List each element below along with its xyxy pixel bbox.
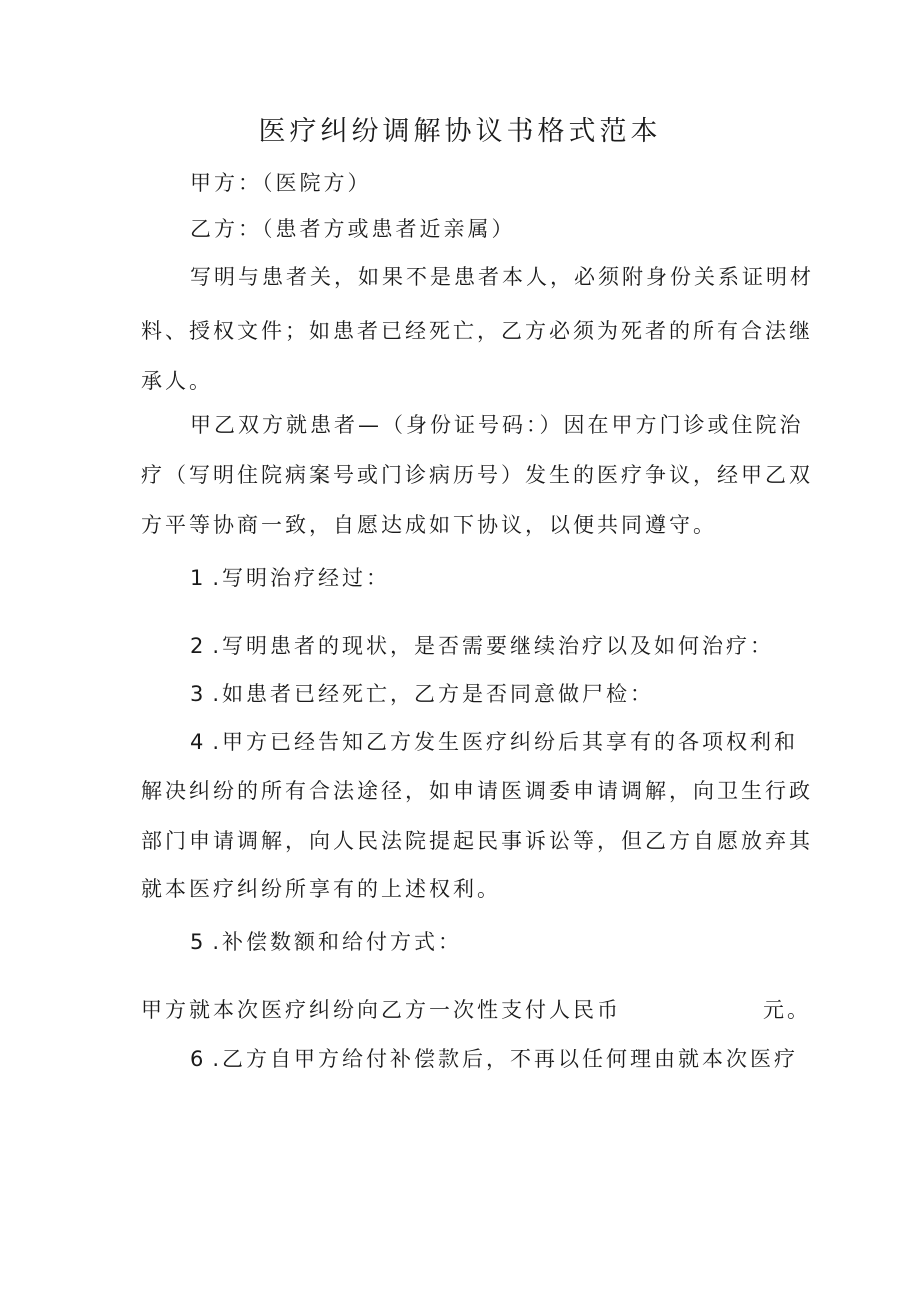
item-2-number: 2 [190, 634, 207, 658]
item-4-text: .甲方已经告知乙方发生医疗纠纷后其享有的各项权利和 [212, 730, 799, 754]
item-5-text: .补偿数额和给付方式： [212, 930, 463, 954]
party-b-line: 乙方：（患者方或患者近亲属） [190, 217, 516, 241]
payment-line [141, 995, 811, 1025]
item-6-number: 6 [190, 1047, 207, 1071]
item-3-number: 3 [190, 682, 207, 706]
item-5 [190, 927, 462, 957]
item-4-cont-line3: 就本医疗纠纷所享有的上述权利。 [141, 877, 501, 901]
item-1-number: 1 [190, 566, 207, 590]
para1-line3: 承人。 [141, 369, 213, 393]
item-1 [190, 563, 390, 593]
item-6 [190, 1044, 798, 1074]
item-3-text: .如患者已经死亡，乙方是否同意做尸检： [212, 682, 655, 706]
item-4-cont-line1: 解决纠纷的所有合法途径，如申请医调委申请调解，向卫生行政 [141, 779, 813, 803]
item-2-text: .写明患者的现状，是否需要继续治疗以及如何治疗： [212, 634, 775, 658]
item-2 [190, 631, 774, 661]
item-4 [190, 727, 798, 757]
item-4-cont-line2: 部门申请调解，向人民法院提起民事诉讼等，但乙方自愿放弃其 [141, 829, 813, 853]
document-title: 医疗纠纷调解协议书格式范本 [258, 116, 662, 147]
payment-suffix: 元。 [763, 998, 811, 1022]
para2-line1: 甲乙双方就患者—（身份证号码：）因在甲方门诊或住院治 [190, 413, 804, 437]
para1-line1: 写明与患者关，如果不是患者本人，必须附身份关系证明材 [190, 265, 814, 289]
item-6-text: .乙方自甲方给付补偿款后，不再以任何理由就本次医疗 [212, 1047, 799, 1071]
item-3 [190, 679, 654, 709]
party-a-line: 甲方：（医院方） [190, 171, 372, 195]
item-4-number: 4 [190, 730, 207, 754]
item-5-number: 5 [190, 930, 207, 954]
para2-line2: 疗（写明住院病案号或门诊病历号）发生的医疗争议，经甲乙双 [141, 463, 813, 487]
payment-prefix: 甲方就本次医疗纠纷向乙方一次性支付人民币 [141, 998, 621, 1022]
item-1-text: .写明治疗经过： [212, 566, 391, 590]
para1-line2: 料、授权文件；如患者已经死亡，乙方必须为死者的所有合法继 [141, 319, 813, 343]
para2-line3: 方平等协商一致，自愿达成如下协议，以便共同遵守。 [141, 513, 717, 537]
